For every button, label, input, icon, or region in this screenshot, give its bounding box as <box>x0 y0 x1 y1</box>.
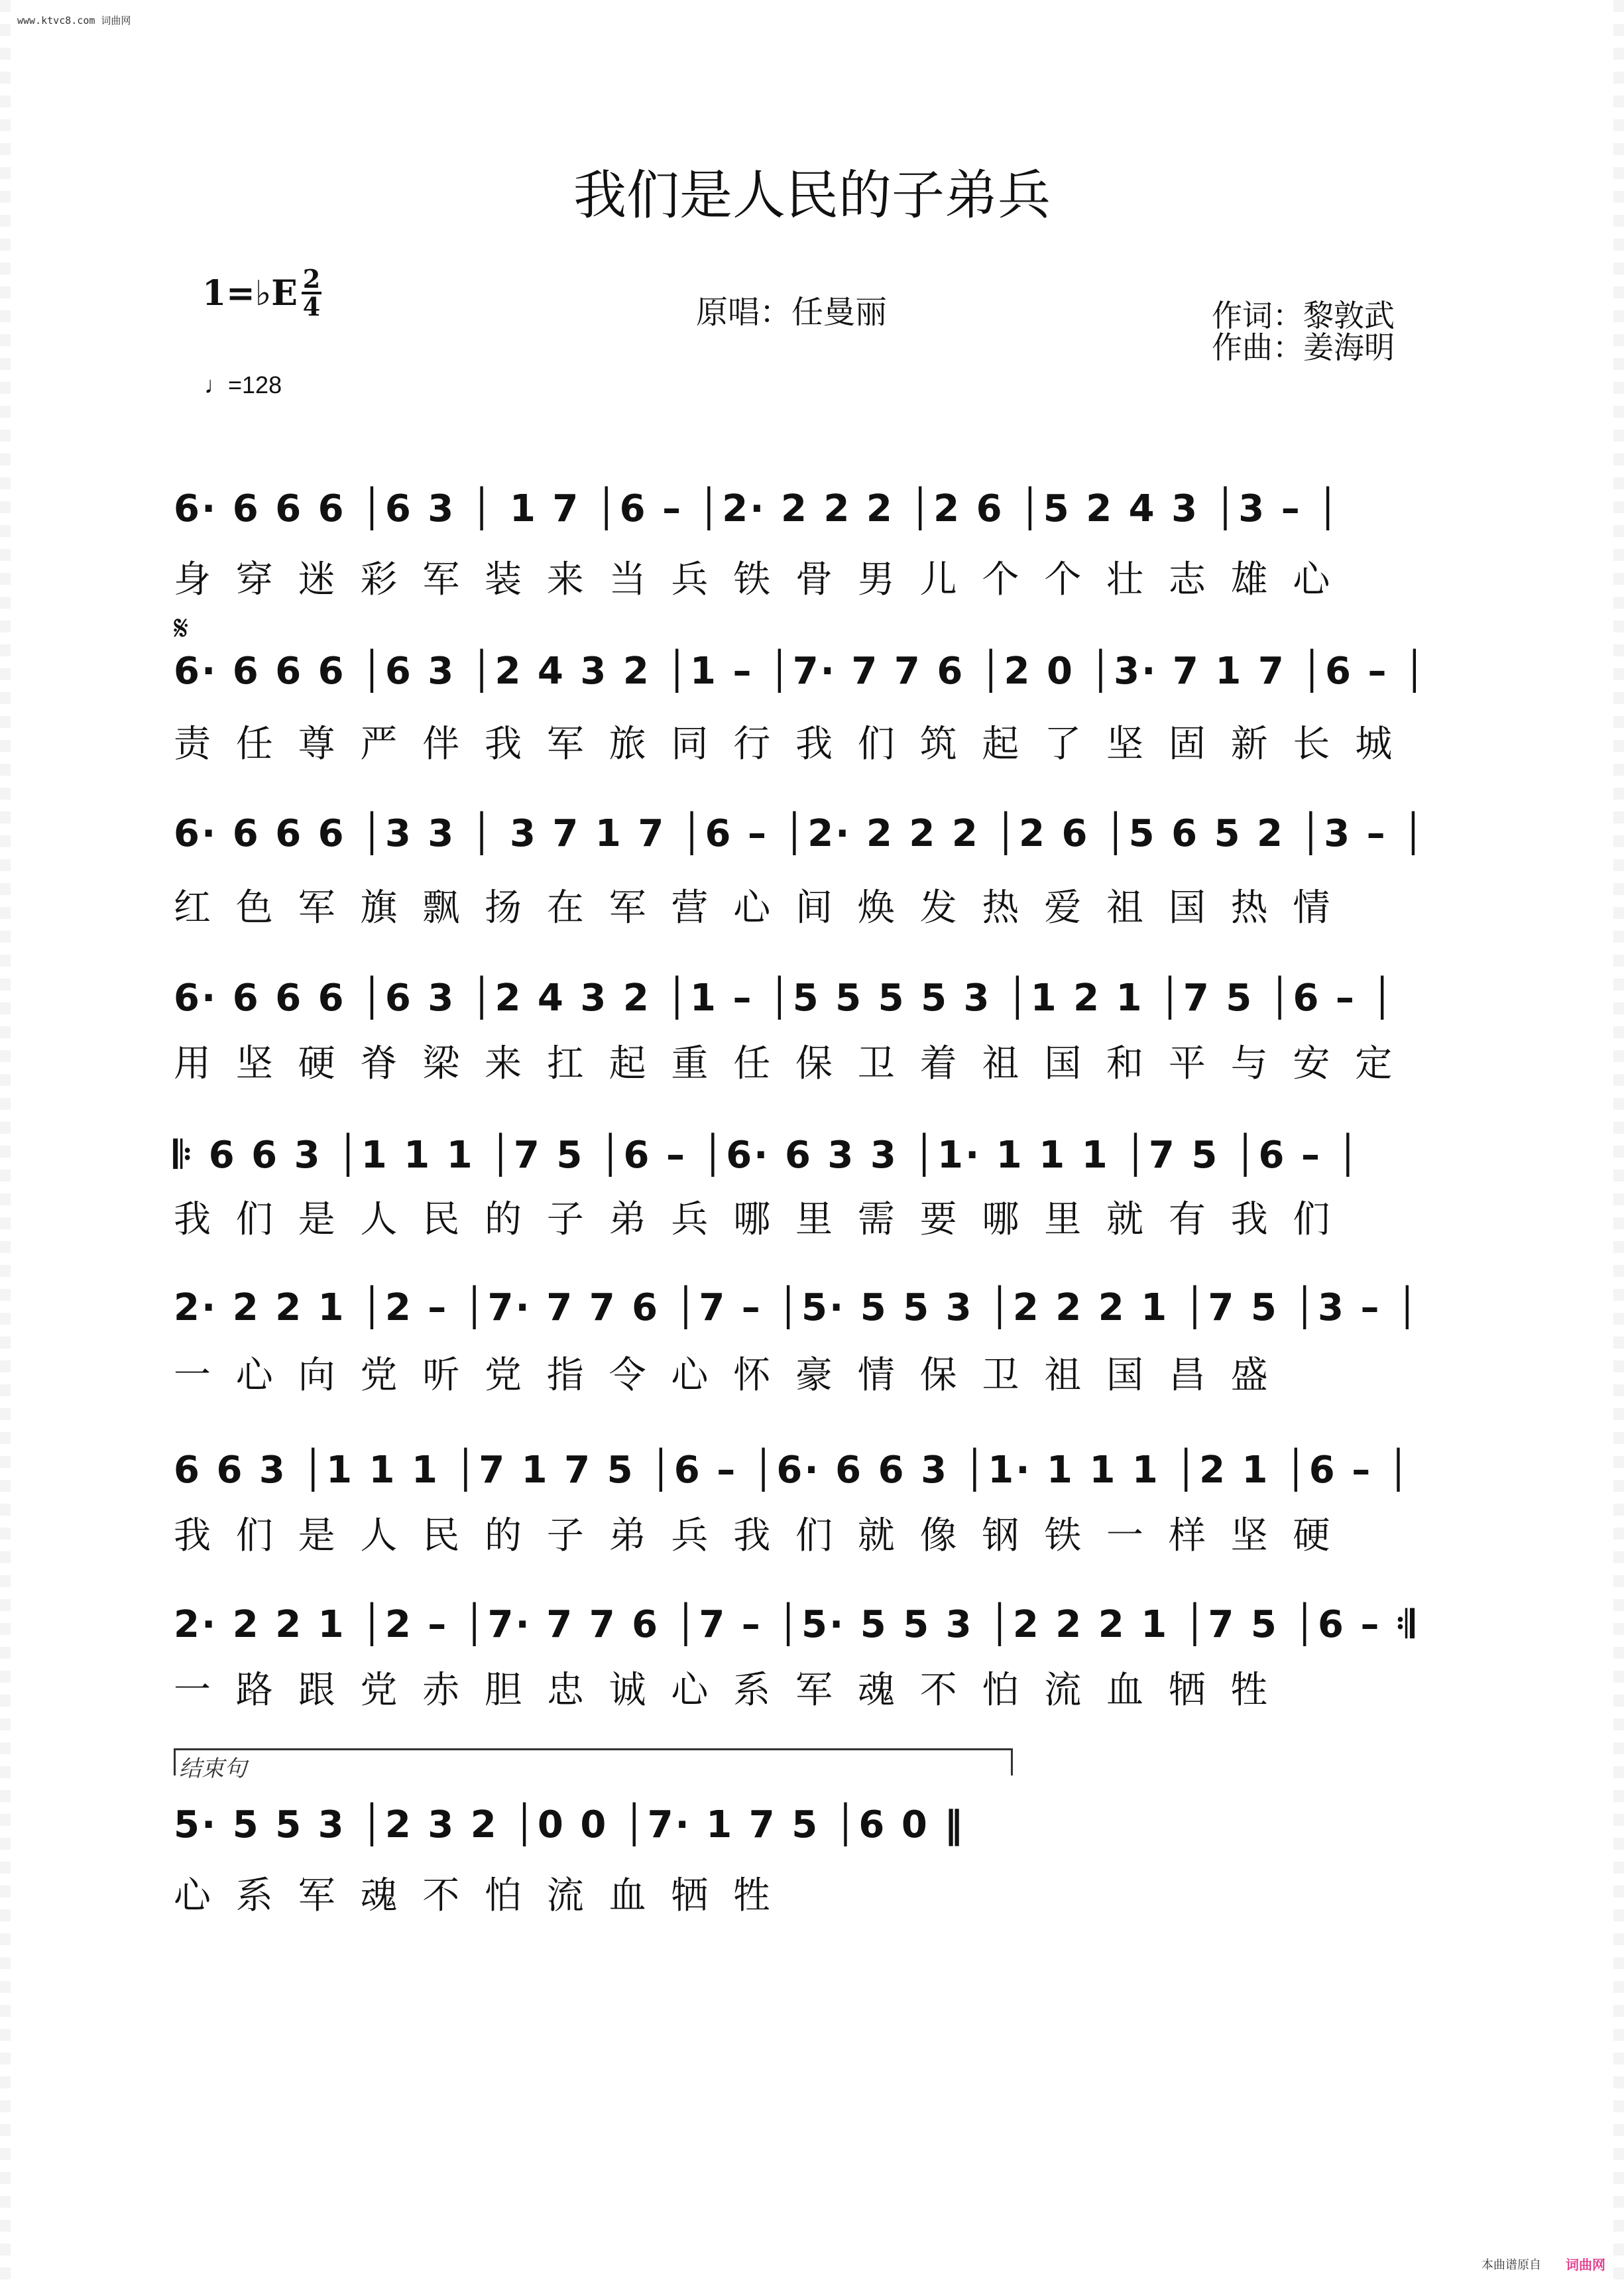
footer-logo[interactable]: 词曲网 <box>1566 2257 1605 2273</box>
left-margin-strip <box>0 0 11 2284</box>
time-signature <box>302 264 321 322</box>
notation-line-6: 2· 2 2 1 │2 – │7· 7 7 6 │7 – │5· 5 5 3 │2 2 2 1 │7 5 │3 – │ <box>174 1286 1421 1329</box>
notation-line-ending: 5· 5 5 3 │2 3 2 │0 0 │7· 1 7 5 │6 0 ‖ <box>174 1803 965 1846</box>
notation-line-5: 𝄆 6 6 3 │1 1 1 │7 5 │6 – │6· 6 3 3 │1· 1 1 1 │7 5 │6 – │ <box>174 1134 1362 1177</box>
time-signature-top: 2 <box>302 264 321 294</box>
notation-line-4: 6· 6 6 6 │6 3 │2 4 3 2 │1 – │5 5 5 5 3 │1 2 1 │7 5 │6 – │ <box>174 977 1396 1020</box>
lyrics-line-1: 身 穿 迷 彩 军 装 来 当 兵 铁 骨 男 儿 个 个 壮 志 雄 心 <box>174 558 1337 601</box>
notation-line-3: 6· 6 6 6 │3 3 │ 3 7 1 7 │6 – │2· 2 2 2 │2 6 │5 6 5 2 │3 – │ <box>174 812 1426 855</box>
composer-credit: 作曲：姜海明 <box>1212 330 1395 365</box>
lyrics-line-6: 一 心 向 党 听 党 指 令 心 怀 豪 情 保 卫 祖 国 昌 盛 <box>174 1354 1275 1397</box>
lyrics-line-7: 我 们 是 人 民 的 子 弟 兵 我 们 就 像 钢 铁 一 样 坚 硬 <box>174 1514 1337 1557</box>
notation-line-1: 6· 6 6 6 │6 3 │ 1 7 │6 – │2· 2 2 2 │2 6 │5 2 4 3 │3 – │ <box>174 487 1341 530</box>
lyrics-line-ending: 心 系 军 魂 不 怕 流 血 牺 牲 <box>174 1874 778 1917</box>
footer-source: 本曲谱原自 <box>1481 2258 1541 2272</box>
song-title: 我们是人民的子弟兵 <box>573 164 1051 226</box>
lyricist-credit: 作词：黎敦武 <box>1212 298 1395 333</box>
segno-sign: 𝄋 <box>174 609 189 648</box>
tempo-marking: ♩=128 <box>204 371 282 398</box>
site-url[interactable]: www.ktvc8.com 词曲网 <box>17 15 131 27</box>
right-margin-strip <box>1613 0 1624 2284</box>
time-signature-bottom: 4 <box>302 292 321 322</box>
ending-label: 结束句 <box>179 1756 247 1782</box>
lyrics-line-8: 一 路 跟 党 赤 胆 忠 诚 心 系 军 魂 不 怕 流 血 牺 牲 <box>174 1669 1275 1712</box>
notation-line-2: 6· 6 6 6 │6 3 │2 4 3 2 │1 – │7· 7 7 6 │2 0 │3· 7 1 7 │6 – │ <box>174 650 1428 693</box>
notation-line-8: 2· 2 2 1 │2 – │7· 7 7 6 │7 – │5· 5 5 3 │2 2 2 1 │7 5 │6 – 𝄇 <box>174 1603 1417 1646</box>
lyrics-line-2: 责 任 尊 严 伴 我 军 旅 同 行 我 们 筑 起 了 坚 固 新 长 城 <box>174 723 1399 766</box>
lyrics-line-3: 红 色 军 旗 飘 扬 在 军 营 心 间 焕 发 热 爱 祖 国 热 情 <box>174 886 1337 930</box>
ending-bracket <box>174 1748 1013 1775</box>
key-signature: 1=♭E <box>202 273 298 314</box>
notation-line-7: 6 6 3 │1 1 1 │7 1 7 5 │6 – │6· 6 6 3 │1· 1 1 1 │2 1 │6 – │ <box>174 1449 1412 1492</box>
original-singer: 原唱：任曼丽 <box>696 294 888 331</box>
lyrics-line-5: 我 们 是 人 民 的 子 弟 兵 哪 里 需 要 哪 里 就 有 我 们 <box>174 1198 1337 1241</box>
lyrics-line-4: 用 坚 硬 脊 梁 来 扛 起 重 任 保 卫 着 祖 国 和 平 与 安 定 <box>174 1042 1399 1085</box>
